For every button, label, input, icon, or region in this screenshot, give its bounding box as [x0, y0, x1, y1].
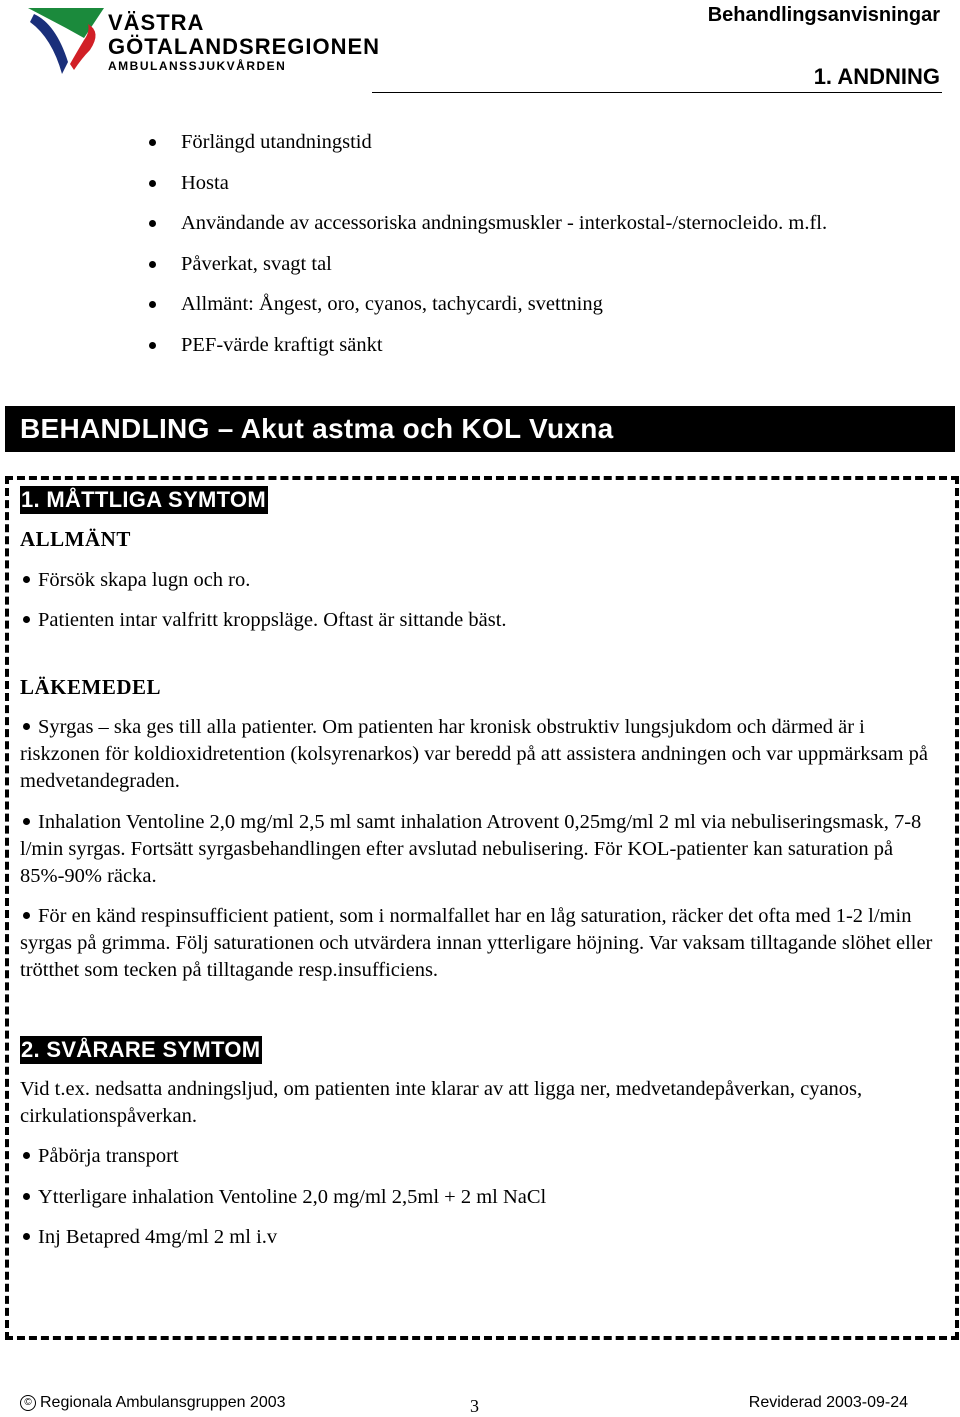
vgr-emblem-icon	[26, 4, 106, 76]
footer-copyright: © Regionala Ambulansgruppen 2003	[20, 1394, 286, 1412]
list-item: Förlängd utandningstid	[140, 128, 827, 169]
revision-date: Reviderad 2003-09-24	[748, 1394, 908, 1411]
section-2-intro: Vid t.ex. nedsatta andningsljud, om patienten inte klarar av att ligga ner, medvetandepåverkan, cyanos, cirkulationspåverkan.	[20, 1078, 863, 1127]
list-item: Användande av accessoriska andningsmuskler - interkostal-/sternocleido. m.fl.	[140, 209, 827, 250]
bullet-icon	[23, 616, 30, 623]
page-number: 3	[470, 1396, 479, 1416]
list-item: Patienten intar valfritt kroppsläge. Oftast är sittande bäst.	[20, 607, 940, 634]
bullet-icon	[23, 723, 30, 730]
logo-line-3: AMBULANSSJUKVÅRDEN	[108, 59, 287, 73]
copyright-icon: ©	[20, 1395, 36, 1411]
list-item: Påverkat, svagt tal	[140, 250, 827, 291]
section-1-label: 1. MÅTTLIGA SYMTOM	[21, 487, 266, 512]
bullet-icon	[23, 1233, 30, 1240]
medication-heading: LÄKEMEDEL	[20, 675, 162, 699]
vgr-logo	[26, 4, 381, 76]
list-item: Allmänt: Ångest, oro, cyanos, tachycardi, svettning	[140, 290, 827, 331]
general-heading: ALLMÄNT	[20, 527, 131, 551]
list-item: Hosta	[140, 169, 827, 210]
list-item: För en känd respinsufficient patient, som i normalfallet har en låg saturation, räcker det ofta med 1-2 l/min syrgas på grimma. Följ saturationen och utvärdera innan ytterligare höjning. Var vaksam tilltagande slöhet eller trötthet som tecken på tilltagande resp.insufficiens.	[20, 905, 933, 981]
treatment-banner: BEHANDLING – Akut astma och KOL Vuxna	[5, 406, 955, 452]
document-title: Behandlingsanvisningar	[707, 4, 940, 26]
bullet-icon	[23, 576, 30, 583]
list-item: Påbörja transport	[20, 1143, 940, 1170]
list-item: Försök skapa lugn och ro.	[20, 567, 940, 594]
list-item: Syrgas – ska ges till alla patienter. Om patienten har kronisk obstruktiv lungsjukdom och därmed är i riskzonen för koldioxidretention (kolsyrenarkos) var beredd på att assistera andningen och var uppmärksam på medvetandegraden.	[20, 716, 928, 792]
section-2-label: 2. SVÅRARE SYMTOM	[21, 1037, 261, 1062]
bullet-icon	[23, 1152, 30, 1159]
symptom-list	[140, 128, 827, 371]
logo-line-2: GÖTALANDSREGIONEN	[108, 34, 381, 59]
header-rule	[372, 92, 942, 93]
chapter-title: 1. ANDNING	[813, 64, 940, 89]
bullet-icon	[23, 818, 30, 825]
list-item: Inhalation Ventoline 2,0 mg/ml 2,5 ml samt inhalation Atrovent 0,25mg/ml 2 ml via nebuliseringsmask, 7-8 l/min syrgas. Fortsätt syrgasbehandlingen efter avslutad nebulisering. För KOL-patienter kan saturation på 85%-90% räcka.	[20, 811, 922, 887]
list-item: Ytterligare inhalation Ventoline 2,0 mg/ml 2,5ml + 2 ml NaCl	[20, 1184, 940, 1211]
logo-line-1: VÄSTRA	[108, 10, 205, 35]
bullet-icon	[23, 1193, 30, 1200]
bullet-icon	[23, 912, 30, 919]
list-item: Inj Betapred 4mg/ml 2 ml i.v	[20, 1224, 940, 1251]
list-item: PEF-värde kraftigt sänkt	[140, 331, 827, 372]
